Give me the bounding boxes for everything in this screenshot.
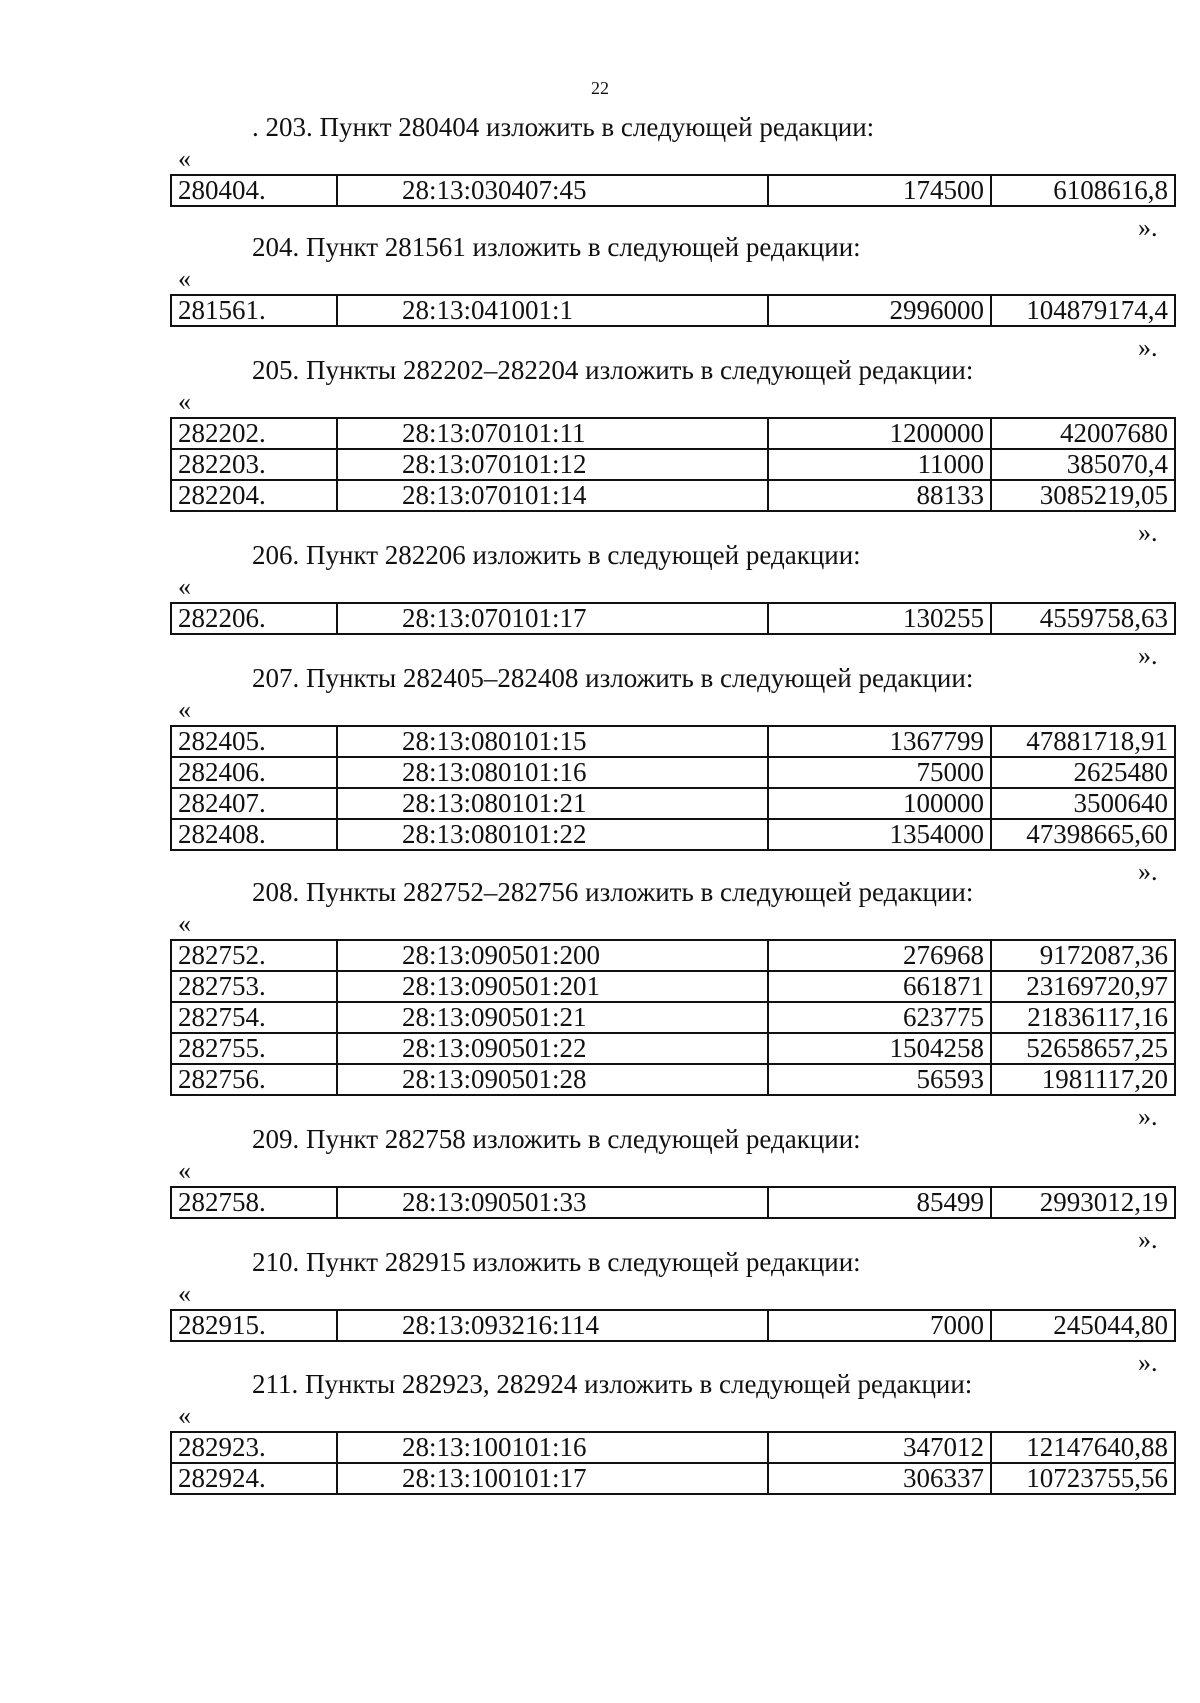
cadastral-number-cell: 28:13:070101:17 xyxy=(337,603,768,634)
amendment-table xyxy=(170,417,1176,512)
item-number-cell: 282758. xyxy=(171,1187,337,1218)
closing-quote: ». xyxy=(1138,333,1158,362)
section-heading: 211. Пункты 282923, 282924 изложить в следующей редакции: xyxy=(252,1369,973,1399)
cadastral-value-cell: 1981117,20 xyxy=(991,1064,1175,1095)
area-cell: 174500 xyxy=(768,175,991,206)
amendment-table xyxy=(170,1431,1176,1495)
section-heading: 208. Пункты 282752–282756 изложить в следующей редакции: xyxy=(252,877,974,907)
area-cell: 75000 xyxy=(768,757,991,788)
section-heading: . 203. Пункт 280404 изложить в следующей редакции: xyxy=(252,112,875,142)
amendment-table xyxy=(170,1186,1176,1219)
item-number-cell: 282204. xyxy=(171,480,337,511)
area-cell: 1504258 xyxy=(768,1033,991,1064)
cadastral-number-cell: 28:13:090501:33 xyxy=(337,1187,768,1218)
closing-quote: ». xyxy=(1138,1102,1158,1131)
opening-quote: « xyxy=(178,1279,191,1308)
table-row xyxy=(171,603,1175,634)
cadastral-value-cell: 10723755,56 xyxy=(991,1463,1175,1494)
cadastral-number-cell: 28:13:100101:17 xyxy=(337,1463,768,1494)
cadastral-value-cell: 21836117,16 xyxy=(991,1002,1175,1033)
cadastral-number-cell: 28:13:070101:12 xyxy=(337,449,768,480)
area-cell: 276968 xyxy=(768,940,991,971)
cadastral-value-cell: 4559758,63 xyxy=(991,603,1175,634)
area-cell: 661871 xyxy=(768,971,991,1002)
item-number-cell: 282203. xyxy=(171,449,337,480)
closing-quote: ». xyxy=(1138,641,1158,670)
cadastral-value-cell: 104879174,4 xyxy=(991,295,1175,326)
cadastral-value-cell: 3085219,05 xyxy=(991,480,1175,511)
cadastral-number-cell: 28:13:080101:15 xyxy=(337,726,768,757)
table-row xyxy=(171,175,1175,206)
cadastral-value-cell: 2993012,19 xyxy=(991,1187,1175,1218)
area-cell: 7000 xyxy=(768,1310,991,1341)
cadastral-value-cell: 385070,4 xyxy=(991,449,1175,480)
cadastral-value-cell: 3500640 xyxy=(991,788,1175,819)
area-cell: 306337 xyxy=(768,1463,991,1494)
amendment-table xyxy=(170,1309,1176,1342)
opening-quote: « xyxy=(178,909,191,938)
item-number-cell: 282753. xyxy=(171,971,337,1002)
cadastral-value-cell: 12147640,88 xyxy=(991,1432,1175,1463)
section-heading: 206. Пункт 282206 изложить в следующей редакции: xyxy=(252,540,861,570)
amendment-table xyxy=(170,294,1176,327)
area-cell: 1200000 xyxy=(768,418,991,449)
section-heading: 209. Пункт 282758 изложить в следующей редакции: xyxy=(252,1124,861,1154)
item-number-cell: 282755. xyxy=(171,1033,337,1064)
area-cell: 347012 xyxy=(768,1432,991,1463)
table-row xyxy=(171,726,1175,757)
cadastral-value-cell: 9172087,36 xyxy=(991,940,1175,971)
area-cell: 623775 xyxy=(768,1002,991,1033)
area-cell: 130255 xyxy=(768,603,991,634)
closing-quote: ». xyxy=(1138,518,1158,547)
cadastral-value-cell: 47398665,60 xyxy=(991,819,1175,850)
area-cell: 56593 xyxy=(768,1064,991,1095)
opening-quote: « xyxy=(178,572,191,601)
table-row xyxy=(171,1187,1175,1218)
table-row xyxy=(171,1064,1175,1095)
amendment-table xyxy=(170,939,1176,1096)
table-row xyxy=(171,757,1175,788)
cadastral-value-cell: 42007680 xyxy=(991,418,1175,449)
opening-quote: « xyxy=(178,144,191,173)
table-row xyxy=(171,449,1175,480)
item-number-cell: 282405. xyxy=(171,726,337,757)
item-number-cell: 282406. xyxy=(171,757,337,788)
area-cell: 85499 xyxy=(768,1187,991,1218)
cadastral-number-cell: 28:13:080101:22 xyxy=(337,819,768,850)
area-cell: 88133 xyxy=(768,480,991,511)
cadastral-number-cell: 28:13:090501:28 xyxy=(337,1064,768,1095)
table-row xyxy=(171,788,1175,819)
item-number-cell: 282924. xyxy=(171,1463,337,1494)
area-cell: 2996000 xyxy=(768,295,991,326)
cadastral-value-cell: 6108616,8 xyxy=(991,175,1175,206)
section-heading: 205. Пункты 282202–282204 изложить в следующей редакции: xyxy=(252,355,974,385)
table-row xyxy=(171,1310,1175,1341)
cadastral-number-cell: 28:13:080101:21 xyxy=(337,788,768,819)
cadastral-value-cell: 245044,80 xyxy=(991,1310,1175,1341)
section-heading: 207. Пункты 282405–282408 изложить в следующей редакции: xyxy=(252,663,974,693)
table-row xyxy=(171,418,1175,449)
table-row xyxy=(171,971,1175,1002)
item-number-cell: 282923. xyxy=(171,1432,337,1463)
item-number-cell: 282756. xyxy=(171,1064,337,1095)
cadastral-number-cell: 28:13:093216:114 xyxy=(337,1310,768,1341)
cadastral-number-cell: 28:13:070101:11 xyxy=(337,418,768,449)
amendment-table xyxy=(170,725,1176,851)
page-number: 22 xyxy=(591,78,609,98)
cadastral-number-cell: 28:13:090501:21 xyxy=(337,1002,768,1033)
opening-quote: « xyxy=(178,387,191,416)
opening-quote: « xyxy=(178,1401,191,1430)
area-cell: 100000 xyxy=(768,788,991,819)
item-number-cell: 282752. xyxy=(171,940,337,971)
closing-quote: ». xyxy=(1138,1348,1158,1377)
closing-quote: ». xyxy=(1138,1225,1158,1254)
area-cell: 1354000 xyxy=(768,819,991,850)
table-row xyxy=(171,480,1175,511)
table-row xyxy=(171,1033,1175,1064)
item-number-cell: 282408. xyxy=(171,819,337,850)
table-row xyxy=(171,1002,1175,1033)
table-row xyxy=(171,940,1175,971)
table-row xyxy=(171,1463,1175,1494)
opening-quote: « xyxy=(178,695,191,724)
closing-quote: ». xyxy=(1138,213,1158,242)
cadastral-number-cell: 28:13:041001:1 xyxy=(337,295,768,326)
item-number-cell: 281561. xyxy=(171,295,337,326)
opening-quote: « xyxy=(178,264,191,293)
item-number-cell: 280404. xyxy=(171,175,337,206)
section-heading: 204. Пункт 281561 изложить в следующей редакции: xyxy=(252,232,861,262)
cadastral-value-cell: 23169720,97 xyxy=(991,971,1175,1002)
cadastral-number-cell: 28:13:030407:45 xyxy=(337,175,768,206)
item-number-cell: 282202. xyxy=(171,418,337,449)
cadastral-value-cell: 2625480 xyxy=(991,757,1175,788)
item-number-cell: 282915. xyxy=(171,1310,337,1341)
item-number-cell: 282407. xyxy=(171,788,337,819)
area-cell: 1367799 xyxy=(768,726,991,757)
closing-quote: ». xyxy=(1138,857,1158,886)
item-number-cell: 282206. xyxy=(171,603,337,634)
cadastral-number-cell: 28:13:070101:14 xyxy=(337,480,768,511)
area-cell: 11000 xyxy=(768,449,991,480)
amendment-table xyxy=(170,602,1176,635)
cadastral-value-cell: 52658657,25 xyxy=(991,1033,1175,1064)
table-row xyxy=(171,1432,1175,1463)
cadastral-value-cell: 47881718,91 xyxy=(991,726,1175,757)
cadastral-number-cell: 28:13:090501:200 xyxy=(337,940,768,971)
cadastral-number-cell: 28:13:080101:16 xyxy=(337,757,768,788)
section-heading: 210. Пункт 282915 изложить в следующей редакции: xyxy=(252,1247,861,1277)
table-row xyxy=(171,295,1175,326)
cadastral-number-cell: 28:13:090501:22 xyxy=(337,1033,768,1064)
cadastral-number-cell: 28:13:100101:16 xyxy=(337,1432,768,1463)
opening-quote: « xyxy=(178,1156,191,1185)
cadastral-number-cell: 28:13:090501:201 xyxy=(337,971,768,1002)
item-number-cell: 282754. xyxy=(171,1002,337,1033)
table-row xyxy=(171,819,1175,850)
amendment-table xyxy=(170,174,1176,207)
